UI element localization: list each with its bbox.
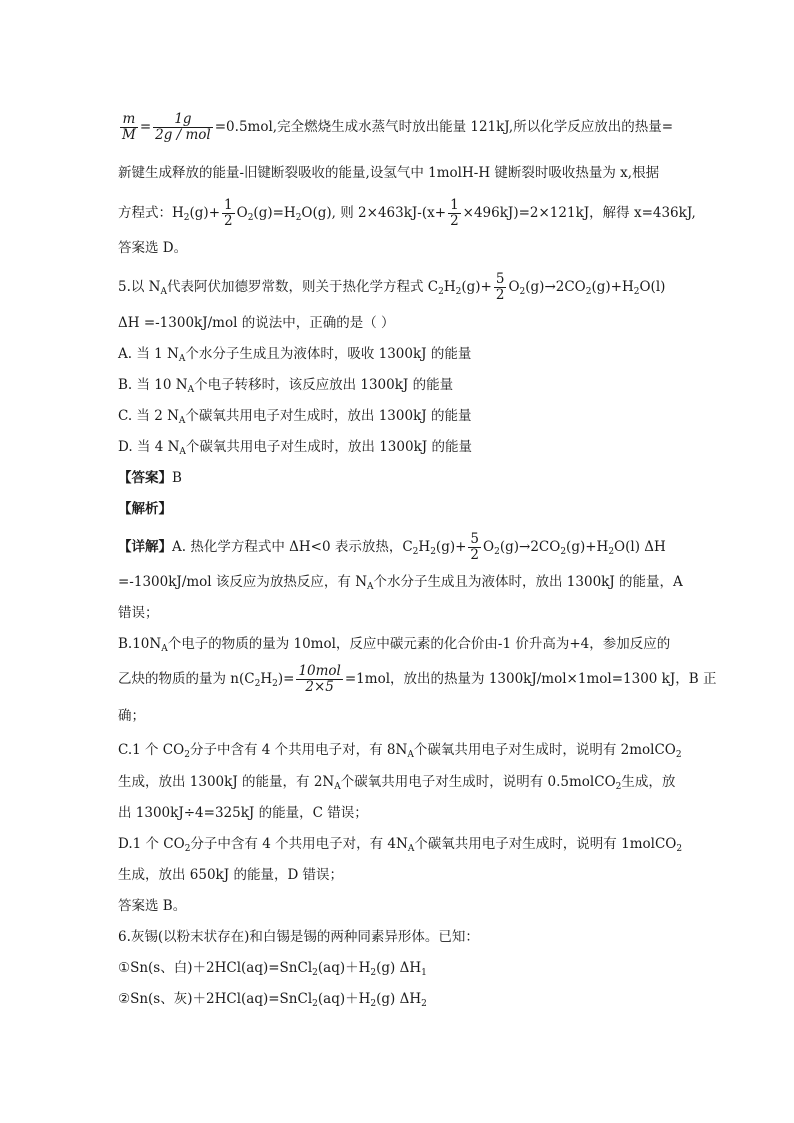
text: B. 当 10 N bbox=[118, 377, 188, 393]
text: (g)=H bbox=[253, 205, 296, 221]
subscript: 2 bbox=[633, 287, 640, 297]
text: (aq)＋H bbox=[317, 991, 371, 1007]
subscript: A bbox=[407, 844, 415, 854]
subscript: 2 bbox=[183, 213, 190, 223]
question-5-stem bbox=[118, 272, 665, 303]
fraction-numerator: 5 bbox=[470, 531, 480, 547]
equation-1 bbox=[118, 958, 427, 978]
text: (g)+H bbox=[566, 539, 609, 555]
fraction-numerator: 1 bbox=[224, 197, 233, 213]
text: )= bbox=[277, 671, 295, 687]
fraction-denominator: 2 bbox=[450, 213, 459, 229]
fraction-numerator: 5 bbox=[495, 271, 505, 287]
subscript: 2 bbox=[615, 782, 622, 792]
text: 个电子的物质的量为 10mol，反应中碳元素的化合价由-1 价升高为+4，参加反应的 bbox=[167, 636, 671, 652]
subscript: 2 bbox=[370, 968, 377, 978]
detail-line-7 bbox=[118, 740, 682, 760]
fraction-denominator: 2g / mol bbox=[155, 127, 211, 143]
text: ×496kJ)=2×121kJ，解得 x=436kJ, bbox=[462, 205, 696, 221]
detail-line-10 bbox=[118, 834, 682, 854]
text: 个电子转移时，该反应放出 1300kJ 的能量 bbox=[194, 377, 454, 393]
text: 方程式：H bbox=[118, 205, 184, 221]
subscript: 2 bbox=[430, 547, 436, 557]
detail-line-11: 生成，放出 650kJ 的能量，D 错误； bbox=[118, 867, 344, 883]
text: A. 热化学方程式中 ΔH<0 表示放热，C bbox=[172, 539, 413, 555]
text: D. 当 4 N bbox=[118, 439, 180, 455]
subscript: A bbox=[178, 416, 186, 426]
fraction-m-over-M bbox=[120, 112, 138, 143]
subscript: A bbox=[161, 644, 168, 654]
detail-line-1 bbox=[118, 532, 666, 563]
detail-line-8 bbox=[118, 772, 675, 792]
line-1 bbox=[118, 112, 673, 143]
text: B.10N bbox=[118, 636, 162, 652]
detail-line-12: 答案选 B。 bbox=[118, 898, 187, 914]
detail-label: 【详解】 bbox=[118, 539, 172, 555]
analysis-heading: 【解析】 bbox=[118, 501, 172, 517]
subscript: 2 bbox=[412, 547, 419, 557]
text: 代表阿伏加德罗常数，则关于热化学方程式 C bbox=[166, 279, 439, 295]
text: (g)→2CO bbox=[525, 279, 586, 295]
subscript: 2 bbox=[421, 999, 427, 1009]
text: 个碳氧共用电子对生成时，说明有 1molCO bbox=[414, 836, 677, 852]
answer-value: B bbox=[172, 470, 182, 486]
fraction-numerator: m bbox=[120, 112, 138, 128]
option-c bbox=[118, 406, 471, 426]
text: 乙炔的物质的量为 n(C bbox=[118, 671, 255, 687]
text: ②Sn(s、灰)＋2HCl(aq)=SnCl bbox=[118, 991, 313, 1007]
subscript: 2 bbox=[676, 844, 683, 854]
fraction-denominator: 2 bbox=[470, 547, 480, 563]
subscript: 2 bbox=[312, 968, 318, 978]
option-b bbox=[118, 375, 453, 395]
fraction-five-halves bbox=[468, 532, 481, 563]
equation-2 bbox=[118, 989, 427, 1009]
fraction-denominator: 2 bbox=[224, 213, 233, 229]
subscript: A bbox=[407, 750, 414, 760]
text: (g) ΔH bbox=[376, 991, 422, 1007]
text: =-1300kJ/mol 该反应为放热反应，有 N bbox=[118, 574, 368, 590]
text: O bbox=[483, 539, 495, 555]
text: O(l) bbox=[639, 279, 666, 295]
subscript: A bbox=[178, 354, 186, 364]
text: (g) ΔH bbox=[376, 960, 422, 976]
subscript: 2 bbox=[585, 287, 592, 297]
text: 个碳氧共用电子对生成时，说明有 0.5molCO bbox=[340, 774, 616, 790]
subscript: A bbox=[187, 385, 195, 395]
text: O(g), 则 2×463kJ-(x+ bbox=[301, 205, 447, 221]
text: 个碳氧共用电子对生成时，说明有 2molCO bbox=[413, 742, 676, 758]
text: 分子中含有 4 个共用电子对，有 4N bbox=[190, 836, 408, 852]
text: =1mol，放出的热量为 1300kJ/mol×1mol=1300 kJ，B 正 bbox=[344, 671, 717, 687]
subscript: 2 bbox=[247, 213, 254, 223]
answer bbox=[118, 468, 182, 488]
text: (g)+ bbox=[189, 205, 221, 221]
text: H bbox=[418, 539, 431, 555]
text: =0.5mol,完全燃烧生成水蒸气时放出能量 121kJ,所以化学反应放出的热量= bbox=[214, 119, 674, 135]
fraction-half bbox=[448, 198, 461, 229]
subscript: 1 bbox=[421, 968, 427, 978]
subscript: 2 bbox=[272, 679, 278, 689]
text: O bbox=[236, 205, 248, 221]
detail-line-2 bbox=[118, 572, 683, 592]
subscript: 2 bbox=[675, 750, 682, 760]
text: C.1 个 CO bbox=[118, 742, 185, 758]
text: (g)→2CO bbox=[499, 539, 561, 555]
question-5-stem-cont: ΔH =-1300kJ/mol 的说法中，正确的是（ ） bbox=[118, 315, 395, 331]
line-3 bbox=[118, 198, 696, 229]
detail-line-9: 出 1300kJ÷4=325kJ 的能量，C 错误； bbox=[118, 805, 368, 821]
fraction-10mol-over-2x5 bbox=[296, 664, 342, 695]
text: 个碳氧共用电子对生成时，放出 1300kJ 的能量 bbox=[185, 408, 472, 424]
subscript: 2 bbox=[494, 547, 500, 557]
subscript: A bbox=[160, 287, 167, 297]
text: (g)+ bbox=[435, 539, 467, 555]
fraction-half bbox=[222, 198, 235, 229]
text: D.1 个 CO bbox=[118, 836, 185, 852]
fraction-numerator: 10mol bbox=[298, 663, 341, 679]
analysis-label bbox=[118, 499, 172, 519]
fraction-numerator: 1 bbox=[450, 197, 459, 213]
subscript: 2 bbox=[608, 547, 615, 557]
subscript: 2 bbox=[312, 999, 318, 1009]
line-2: 新键生成释放的能量-旧键断裂吸收的能量,设氢气中 1molH-H 键断裂时吸收热量为 x,根据 bbox=[118, 165, 660, 181]
detail-line-5 bbox=[118, 664, 716, 695]
subscript: A bbox=[334, 782, 341, 792]
text: 个水分子生成且为液体时，放出 1300kJ 的能量，A bbox=[373, 574, 683, 590]
text: O(l) ΔH bbox=[614, 539, 666, 555]
detail-line-4 bbox=[118, 634, 670, 654]
subscript: 2 bbox=[370, 999, 377, 1009]
text: 个水分子生成且为液体时，吸收 1300kJ 的能量 bbox=[185, 346, 472, 362]
subscript: A bbox=[367, 582, 374, 592]
text: A. 当 1 N bbox=[118, 346, 179, 362]
fraction-numerator: 1g bbox=[153, 112, 213, 128]
fraction-1g-over-2g-mol bbox=[153, 112, 213, 143]
text: 5.以 N bbox=[118, 279, 161, 295]
text: 生成，放出 1300kJ 的能量，有 2N bbox=[118, 774, 335, 790]
text: (g)+H bbox=[591, 279, 634, 295]
text: H bbox=[443, 279, 456, 295]
fraction-denominator: 2×5 bbox=[305, 679, 334, 695]
subscript: 2 bbox=[295, 213, 302, 223]
text: H bbox=[260, 671, 273, 687]
text: 生成，放 bbox=[621, 774, 676, 790]
text: 分子中含有 4 个共用电子对，有 8N bbox=[189, 742, 408, 758]
subscript: 2 bbox=[519, 287, 526, 297]
subscript: 2 bbox=[560, 547, 567, 557]
question-6-stem: 6.灰锡(以粉末状存在)和白锡是锡的两种同素异形体。已知： bbox=[118, 929, 479, 945]
text: O bbox=[508, 279, 520, 295]
text: 个碳氧共用电子对生成时，放出 1300kJ 的能量 bbox=[185, 439, 472, 455]
text: ①Sn(s、白)＋2HCl(aq)=SnCl bbox=[118, 960, 313, 976]
line-4: 答案选 D。 bbox=[118, 240, 188, 256]
detail-line-6: 确； bbox=[118, 708, 145, 724]
subscript: 2 bbox=[184, 844, 191, 854]
option-d bbox=[118, 437, 472, 457]
subscript: A bbox=[179, 447, 186, 457]
subscript: 2 bbox=[254, 679, 261, 689]
text: (g)+ bbox=[461, 279, 492, 295]
fraction-five-halves bbox=[494, 272, 507, 303]
subscript: 2 bbox=[455, 287, 462, 297]
detail-line-3: 错误； bbox=[118, 605, 159, 621]
fraction-denominator: M bbox=[122, 127, 136, 143]
option-a bbox=[118, 344, 471, 364]
subscript: 2 bbox=[438, 287, 444, 297]
text: = bbox=[139, 119, 152, 135]
fraction-denominator: 2 bbox=[495, 287, 505, 303]
text: (aq)＋H bbox=[317, 960, 371, 976]
text: C. 当 2 N bbox=[118, 408, 179, 424]
answer-label: 【答案】 bbox=[118, 470, 172, 486]
subscript: 2 bbox=[184, 750, 190, 760]
